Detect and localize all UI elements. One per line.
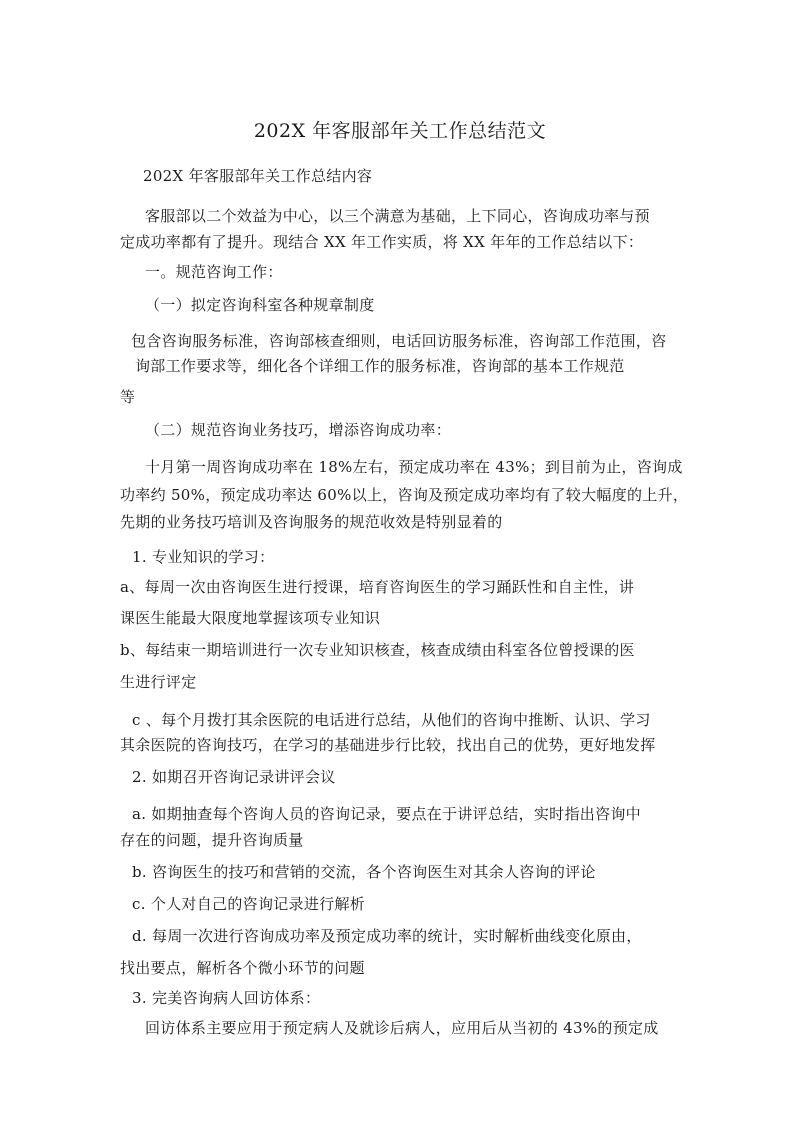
list-heading: 1. 专业知识的学习：	[132, 548, 275, 566]
paragraph-line: 客服部以二个效益为中心，以三个满意为基础，上下同心，咨询成功率与预	[145, 207, 650, 225]
paragraph-line: 包含咨询服务标准，咨询部核查细则，电话回访服务标准，咨询部工作范围，咨	[131, 332, 667, 350]
section-heading: 一。规范咨询工作：	[145, 263, 283, 281]
list-item-line: 课医生能最大限度地掌握该项专业知识	[120, 609, 381, 627]
list-item-line: 存在的问题，提升咨询质量	[120, 831, 304, 849]
paragraph-line: 定成功率都有了提升。现结合 XX 年工作实质，将 XX 年年的工作总结以下：	[120, 233, 644, 251]
list-item-line: c. 个人对自己的咨询记录进行解析	[132, 895, 366, 913]
list-item-line: 生进行评定	[120, 673, 197, 691]
paragraph-line: 十月第一周咨询成功率在 18%左右，预定成功率在 43%；到目前为止，咨询成	[145, 458, 683, 476]
paragraph-line: 功率约 50%，预定成功率达 60%以上，咨询及预定成功率均有了较大幅度的上升，	[120, 486, 689, 504]
list-item-line: 其余医院的咨询技巧，在学习的基础进步行比较，找出自己的优势，更好地发挥	[120, 736, 656, 754]
list-heading: 2. 如期召开咨询记录讲评会议	[132, 768, 336, 786]
document-title: 202X 年客服部年关工作总结范文	[253, 120, 547, 142]
list-item-line: a、每周一次由咨询医生进行授课，培育咨询医生的学习踊跃性和自主性，讲	[120, 578, 635, 596]
paragraph-line: 回访体系主要应用于预定病人及就诊后病人，应用后从当初的 43%的预定成	[145, 1019, 659, 1037]
list-item-line: d. 每周一次进行咨询成功率及预定成功率的统计，实时解析曲线变化原由，	[132, 927, 642, 945]
list-heading: 3. 完美咨询病人回访体系：	[132, 989, 321, 1007]
list-item-line: 找出要点，解析各个微小环节的问题	[120, 959, 365, 977]
paragraph-line: 先期的业务技巧培训及咨询服务的规范收效是特别显着的	[120, 513, 503, 531]
list-item-line: c 、每个月拨打其余医院的电话进行总结，从他们的咨询中推断、认识、学习	[132, 711, 651, 729]
document-subtitle: 202X 年客服部年关工作总结内容	[143, 167, 373, 185]
subsection-heading: （一）拟定咨询科室各种规章制度	[145, 296, 375, 314]
list-item-line: a. 如期抽查每个咨询人员的咨询记录，要点在于讲评总结，实时指出咨询中	[132, 805, 641, 823]
list-item-line: b、每结束一期培训进行一次专业知识核查，核查成绩由科室各位曾授课的医	[120, 641, 635, 659]
list-item-line: b. 咨询医生的技巧和营销的交流，各个咨询医生对其余人咨询的评论	[132, 863, 596, 881]
paragraph-line: 等	[120, 388, 136, 406]
paragraph-line: 询部工作要求等，细化各个详细工作的服务标准，咨询部的基本工作规范	[135, 357, 625, 375]
subsection-heading: （二）规范咨询业务技巧，增添咨询成功率：	[145, 421, 452, 439]
